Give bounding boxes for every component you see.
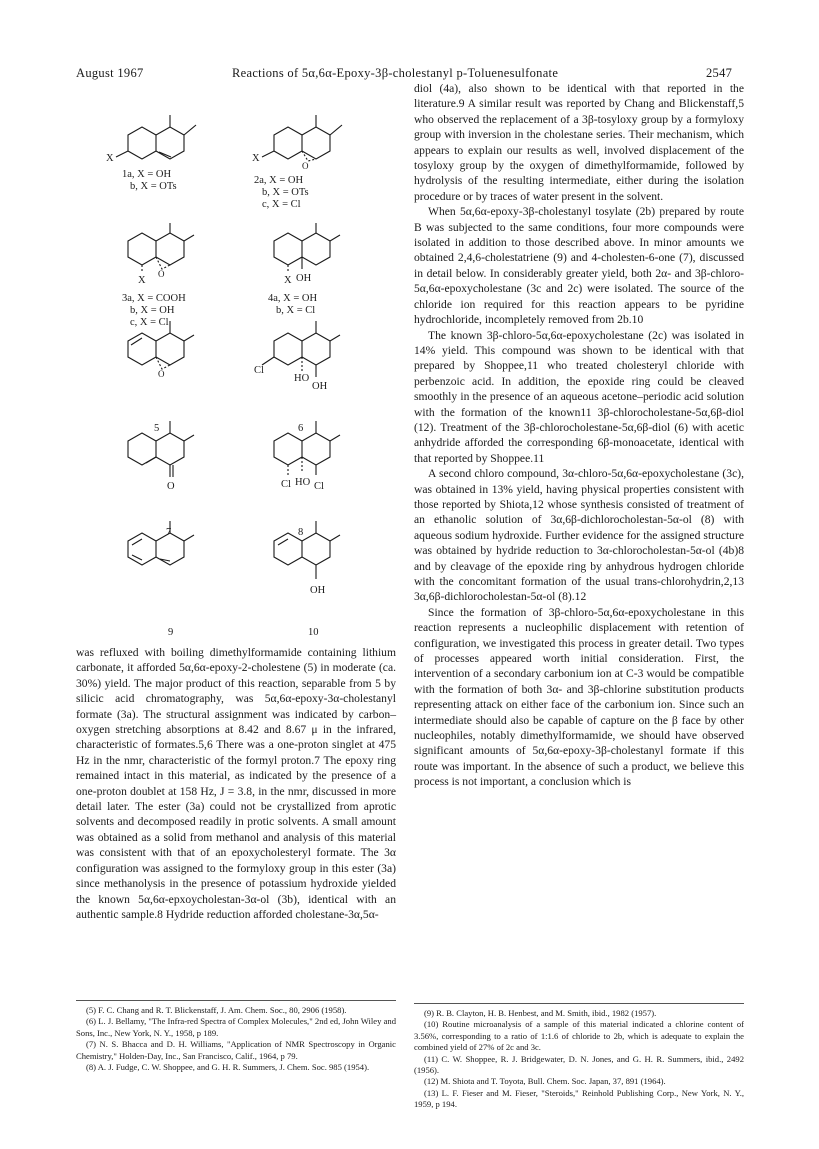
left-column bbox=[76, 645, 396, 922]
s2-label-line3: c, X = Cl bbox=[262, 199, 301, 210]
right-paragraph-4: A second chloro compound, 3α-chloro-5α,6α-epoxycholestane (3c), was obtained in 13% yield, having physical properties consistent with those reported by Shiota,12 whose synthesis consisted of treatment of an ethanolic solution of 3α,6β-dichlorocholestan-5α-ol (8) with aqueous sodium hydroxide. Further evidence for the assigned structure was obtained by hydride reduction to 3α-chlorocholestan-5α-ol (4b)8 and by cleavage of the epoxide ring by anhydrous hydrogen chloride with the concomitant formation of the usual trans-chlorohydrin,2,13 3α,6β-dichlorocholestan-5α-ol (8).12 bbox=[414, 467, 744, 604]
compound-number-9: 9 bbox=[168, 627, 174, 638]
footnote-6: (6) L. J. Bellamy, "The Infra-red Spectra of Complex Molecules," 2nd ed, John Wiley and Sons, Inc., New York, N. Y., 1958, p 189. bbox=[76, 1016, 396, 1038]
s6-cl-label: Cl bbox=[254, 365, 264, 376]
s4-label-line1: 4a, X = OH bbox=[268, 293, 318, 304]
s2-o-label: O bbox=[302, 161, 309, 171]
footnote-9: (9) R. B. Clayton, H. B. Henbest, and M. Smith, ibid., 1982 (1957). bbox=[424, 1008, 657, 1018]
s5-o-label: O bbox=[158, 369, 165, 379]
s7-o-label: O bbox=[167, 481, 175, 492]
structure-10 bbox=[274, 521, 340, 579]
footnote-5: (5) F. C. Chang and R. T. Blickenstaff, J. Am. Chem. Soc., 80, 2906 (1958). bbox=[86, 1005, 347, 1015]
s10-oh-label: OH bbox=[310, 585, 326, 596]
structure-7 bbox=[128, 421, 194, 477]
s6-oh-label: OH bbox=[312, 381, 328, 392]
footnote-10: (10) Routine microanalysis of a sample of this material indicated a chlorine content of 3.56%, corresponding to a ratio of 1:1.6 of chloride to 2b, which is adequate to explain the combined yield of 27% of 2c and 3c. bbox=[414, 1019, 744, 1053]
s2-label-line2: b, X = OTs bbox=[262, 187, 309, 198]
right-paragraph-3: The known 3β-chloro-5α,6α-epoxycholestane (2c) was isolated in 14% yield. This compound was shown to be identical with that prepared by Shoppee,11 who treated cholesteryl chloride with perbenzoic acid. In addition, the epoxide ring could be cleaved smoothly in the presence of an aqueous acetone–periodic acid solution with the formation of the known11 3β-chlorocholestane-5α,6β-diol (12). Treatment of the 3β-chlorocholestane-5α,6β-diol (6) with acetic anhydride afforded the corresponding 6β-monoacetate, identical with that reported by Shoppee.11 bbox=[414, 328, 744, 465]
s3-label-line3: c, X = Cl bbox=[130, 317, 169, 328]
structure-5 bbox=[128, 321, 194, 369]
s8-ho-label: HO bbox=[295, 477, 311, 488]
left-paragraph-1: was refluxed with boiling dimethylformamide containing lithium carbonate, it afforded 5α,6α-epoxy-2-cholestene (5) in moderate (ca. 30%) yield. The major product of this reaction, separable from 5 by silicic acid chromatography, was 5α,6α-epoxy-3α-cholestanyl formate (3a). The structural assignment was indicated by carbon–oxygen stretching absorptions at 8.42 and 8.67 μ in the infrared, characteristic of formates.5,6 There was a one-proton singlet at 475 Hz in the nmr, characteristic of the formyl proton.7 The epoxy ring remained intact in this material, as indicated by the presence of a one-proton doublet at 158 Hz, J = 3.8, in the nmr, discussed in more detail later. The ester (3a) could not be crystallized from aprotic solvents and decomposed readily in protic solvents. A small amount was obtained as a solid from methanol and analysis of this material was consistent with that of an epoxycholesteryl formate. The 3α configuration was assigned to the formyloxy group in this ester (3a) since methanolysis in the presence of potassium hydroxide yielded the known 5α,6α-epxoycholestan-3α-ol (3b), identical with an authentic sample.8 Hydride reduction afforded cholestane-3α,5α- bbox=[76, 646, 396, 921]
s4-label-line2: b, X = Cl bbox=[276, 305, 316, 316]
chemical-structures-figure bbox=[76, 95, 396, 640]
compound-number-7: 7 bbox=[166, 527, 172, 538]
footnotes-left bbox=[76, 1005, 396, 1073]
footnote-rule-right bbox=[414, 1003, 744, 1004]
right-paragraph-2: When 5α,6α-epoxy-3β-cholestanyl tosylate (2b) prepared by route B was subjected to the same conditions, four more compounds were isolated in addition to those described above. In minor amounts we obtained 2,4,6-cholestatriene (9) and 4-cholesten-6-one (7), discussed in detail below. In considerably greater yield, both 2α- and 3β-chloro-5α,6α-epoxycholestane (3c and 2c) were isolated. The source of the chloride ion required for this reaction appears to be pyridine hydrochloride, incompletely removed from 2b.10 bbox=[414, 205, 744, 327]
page-number: 2547 bbox=[706, 66, 733, 80]
compound-number-10: 10 bbox=[308, 627, 319, 638]
s3-x-label: X bbox=[138, 275, 146, 286]
footnote-12: (12) M. Shiota and T. Toyota, Bull. Chem. Soc. Japan, 37, 891 (1964). bbox=[424, 1076, 666, 1087]
structure-8 bbox=[274, 421, 340, 475]
s3-label-line1: 3a, X = COOH bbox=[122, 293, 186, 304]
structure-4 bbox=[274, 223, 340, 273]
s1-x-label: X bbox=[106, 153, 114, 164]
s2-x-label: X bbox=[252, 153, 260, 164]
footnote-7: (7) N. S. Bhacca and D. H. Williams, "Application of NMR Spectroscopy in Organic Chemistry," Holden-Day, Inc., San Francisco, Calif., 1964, p 79. bbox=[76, 1039, 396, 1061]
footnote-rule-left bbox=[76, 1000, 396, 1001]
footnote-8: (8) A. J. Fudge, C. W. Shoppee, and G. H. R. Summers, J. Chem. Soc. 985 (1954). bbox=[86, 1062, 370, 1073]
footnote-13: (13) L. F. Fieser and M. Fieser, "Steroids," Reinhold Publishing Corp., New York, N. Y., 1959, p 194. bbox=[414, 1087, 744, 1110]
structure-2 bbox=[262, 115, 342, 161]
structure-1 bbox=[116, 115, 196, 159]
s1-label-line2: b, X = OTs bbox=[130, 181, 177, 192]
running-header-title: Reactions of 5α,6α-Epoxy-3β-cholestanyl p-Toluenesulfonate bbox=[232, 66, 559, 80]
s1-label-line1: 1a, X = OH bbox=[122, 169, 172, 180]
running-header-date: August 1967 bbox=[76, 66, 144, 80]
footnotes-right bbox=[414, 1008, 744, 1111]
structure-9 bbox=[128, 521, 194, 565]
s6-ho-label: HO bbox=[294, 373, 310, 384]
right-column bbox=[414, 81, 744, 790]
structure-6 bbox=[262, 321, 340, 377]
right-paragraph-1: diol (4a), also shown to be identical with that reported in the literature.9 A similar result was reported by Chang and Blickenstaff,5 who observed the replacement of a 3β-tosyloxy group by a formyloxy group with inversion in the cholestane series. Their mechanism, which appears to explain our results as well, involved displacement of the tosyloxy group by the oxygen of dimethylformamide, followed by hydrolysis of the resulting intermediate, either during the isolation procedure or by traces of water present in the solvent. bbox=[414, 82, 744, 203]
s2-label-line1: 2a, X = OH bbox=[254, 175, 304, 186]
s8-cl2-label: Cl bbox=[314, 481, 324, 492]
s4-oh-label: OH bbox=[296, 273, 312, 284]
compound-number-8: 8 bbox=[298, 527, 304, 538]
structure-3 bbox=[128, 223, 194, 273]
s3-o-label: O bbox=[158, 269, 165, 279]
compound-number-6: 6 bbox=[298, 423, 304, 434]
right-paragraph-5: Since the formation of 3β-chloro-5α,6α-epoxycholestane in this reaction represents a nucleophilic displacement with retention of configuration, we investigated this process in greater detail. Two types of processes appeared worth initial consideration. First, the intervention of a secondary carbonium ion at C-3 would be compatible with the formation of both 3α- and 3β-chlorine substitution products representing attack on either face of the carbonium ion. Since such an intermediate should also be capable of capture on the β face by other nucleophiles, notably dimethylformamide, we should have observed significant amounts of 5α,6α-epoxy-3β-cholestanyl formate if this route was important. In the absence of such a product, we believe this process is not important, a conclusion which is bbox=[414, 605, 744, 789]
s8-cl-label: Cl bbox=[281, 479, 291, 490]
compound-number-5: 5 bbox=[154, 423, 160, 434]
s4-x-label: X bbox=[284, 275, 292, 286]
footnote-11: (11) C. W. Shoppee, R. J. Bridgewater, D. N. Jones, and G. H. R. Summers, ibid., 2492 (1956). bbox=[414, 1053, 744, 1076]
s3-label-line2: b, X = OH bbox=[130, 305, 175, 316]
